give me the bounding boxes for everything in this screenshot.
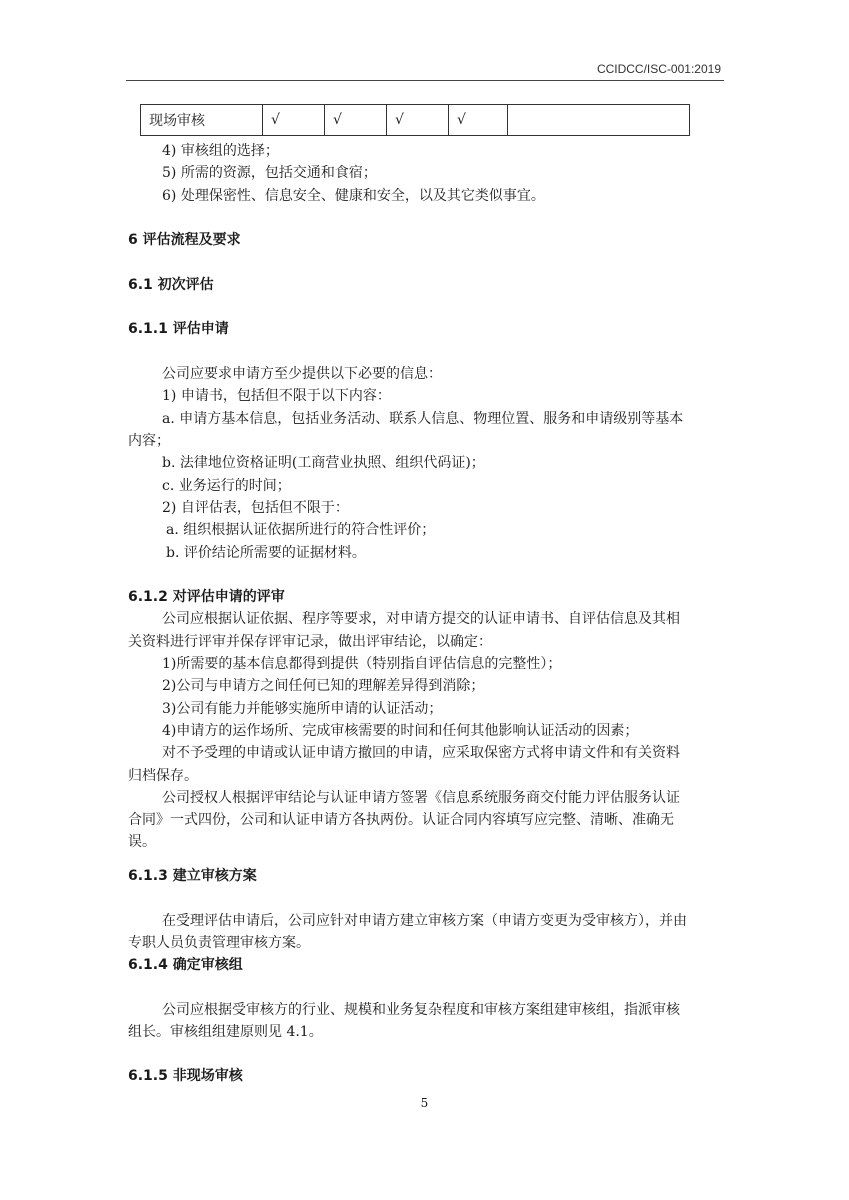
table-cell-check: √	[325, 105, 387, 136]
text-line: 公司应要求申请方至少提供以下必要的信息：	[162, 366, 442, 382]
text-line: 3)公司有能力并能够实施所申请的认证活动；	[162, 701, 443, 717]
section-heading: 6.1.3 建立审核方案	[128, 868, 257, 884]
section-heading: 6.1.2 对评估申请的评审	[128, 589, 285, 605]
table-cell-label: 现场审核	[141, 105, 263, 136]
header-rule	[126, 80, 724, 81]
header-code: CCIDCC/ISC-001:2019	[596, 62, 721, 76]
section-heading: 6 评估流程及要求	[128, 232, 241, 248]
page-number: 5	[420, 1096, 429, 1110]
audit-table	[140, 104, 690, 136]
text-line: 5) 所需的资源，包括交通和食宿；	[162, 165, 377, 181]
text-line: 专职人员负责管理审核方案。	[128, 935, 310, 951]
text-line: 在受理评估申请后，公司应针对申请方建立审核方案（申请方变更为受审核方），并由	[162, 913, 687, 929]
table-cell-empty	[508, 105, 690, 136]
text-line: 6) 处理保密性、信息安全、健康和安全，以及其它类似事宜。	[162, 188, 545, 204]
text-line: 对不予受理的申请或认证申请方撤回的申请，应采取保密方式将申请文件和有关资料	[162, 745, 680, 761]
table-cell-check: √	[449, 105, 508, 136]
text-line: 组长。审核组组建原则见 4.1。	[128, 1024, 323, 1040]
text-line: 公司应根据认证依据、程序等要求，对申请方提交的认证申请书、自评估信息及其相	[162, 611, 680, 627]
table-cell-check: √	[387, 105, 449, 136]
text-line: 1) 申请书，包括但不限于以下内容：	[162, 388, 391, 404]
text-line: 1)所需要的基本信息都得到提供（特别指自评估信息的完整性）；	[162, 656, 562, 672]
text-line: 归档保存。	[128, 768, 198, 784]
text-line: 2) 自评估表，包括但不限于：	[162, 500, 349, 516]
section-heading: 6.1.1 评估申请	[128, 321, 229, 337]
text-line: 误。	[128, 834, 156, 850]
text-line: c. 业务运行的时间；	[162, 478, 291, 494]
text-line: 公司应根据受审核方的行业、规模和业务复杂程度和审核方案组建审核组，指派审核	[162, 1002, 680, 1018]
text-line: 内容；	[128, 433, 170, 449]
text-line: a. 申请方基本信息，包括业务活动、联系人信息、物理位置、服务和申请级别等基本	[162, 411, 684, 427]
section-heading: 6.1 初次评估	[128, 277, 214, 293]
text-line: 2)公司与申请方之间任何已知的理解差异得到消除；	[162, 678, 485, 694]
table-row	[141, 105, 690, 136]
text-line: 合同》一式四份，公司和认证申请方各执两份。认证合同内容填写应完整、清晰、准确无	[128, 812, 674, 828]
text-line: 4) 审核组的选择；	[162, 143, 279, 159]
text-line: 4)申请方的运作场所、完成审核需要的时间和任何其他影响认证活动的因素；	[162, 723, 639, 739]
text-line: b. 评价结论所需要的证据材料。	[166, 545, 366, 561]
section-heading: 6.1.5 非现场审核	[128, 1068, 243, 1084]
table-cell-check: √	[263, 105, 325, 136]
text-line: 关资料进行评审并保存评审记录，做出评审结论，以确定：	[128, 634, 492, 650]
text-line: a. 组织根据认证依据所进行的符合性评价；	[166, 522, 436, 538]
section-heading: 6.1.4 确定审核组	[128, 957, 243, 973]
text-line: b. 法律地位资格证明(工商营业执照、组织代码证)；	[162, 455, 485, 471]
text-line: 公司授权人根据评审结论与认证申请方签署《信息系统服务商交付能力评估服务认证	[162, 790, 680, 806]
